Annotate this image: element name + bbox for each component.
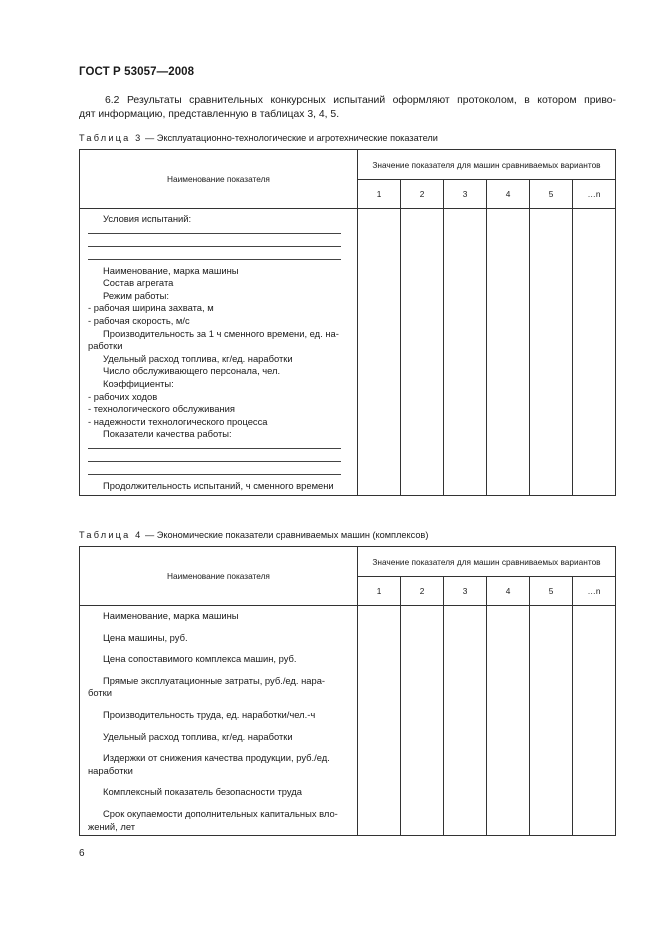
list-item: Коэффициенты: bbox=[103, 377, 174, 389]
table3-variant-1: 1 bbox=[358, 180, 401, 209]
table4-value-cell bbox=[401, 606, 444, 836]
list-item: наработки bbox=[88, 764, 133, 776]
list-item: Наименование, марка машины bbox=[103, 264, 239, 276]
list-item: ботки bbox=[88, 687, 113, 699]
table4-value-cell bbox=[358, 606, 401, 836]
list-item: Состав агрегата bbox=[103, 277, 174, 289]
blank-line bbox=[88, 454, 341, 462]
table3 bbox=[79, 149, 616, 496]
blank-line bbox=[88, 226, 341, 234]
blank-line bbox=[88, 239, 341, 247]
table4-caption-title: — Экономические показатели сравниваемых машин (комплексов) bbox=[142, 530, 429, 540]
list-item: жений, лет bbox=[88, 820, 136, 832]
blank-line bbox=[88, 467, 341, 475]
list-item: - надежности технологического процесса bbox=[88, 415, 268, 427]
list-item: Производительность за 1 ч сменного времени, ед. на- bbox=[103, 327, 339, 339]
table3-variant-n: …n bbox=[573, 180, 616, 209]
list-item: Наименование, марка машины bbox=[103, 610, 239, 621]
table4-variant-1: 1 bbox=[358, 577, 401, 606]
intro-paragraph bbox=[79, 94, 616, 122]
table4-variant-n: …n bbox=[573, 577, 616, 606]
table3-values-header: Значение показателя для машин сравниваемых вариантов bbox=[358, 150, 616, 180]
table4-value-cell bbox=[573, 606, 616, 836]
list-item: Удельный расход топлива, кг/ед. наработки bbox=[103, 352, 293, 364]
table3-indicator-list bbox=[80, 209, 358, 496]
document-header: ГОСТ Р 53057—2008 bbox=[79, 66, 195, 78]
list-item: Цена сопоставимого комплекса машин, руб. bbox=[103, 653, 297, 665]
table4-value-cell bbox=[487, 606, 530, 836]
table3-value-cell bbox=[530, 209, 573, 496]
table4-caption-label: Таблица 4 bbox=[79, 530, 143, 540]
list-item: Удельный расход топлива, кг/ед. наработки bbox=[103, 730, 293, 742]
list-item: Издержки от снижения качества продукции, руб./ед. bbox=[103, 752, 330, 764]
table3-value-cell bbox=[487, 209, 530, 496]
table4-variant-5: 5 bbox=[530, 577, 573, 606]
list-item: - технологического обслуживания bbox=[88, 403, 235, 415]
table3-value-cell bbox=[358, 209, 401, 496]
list-item: Режим работы: bbox=[103, 289, 169, 301]
list-item: Производительность труда, ед. наработки/чел.-ч bbox=[103, 708, 316, 720]
table3-variant-4: 4 bbox=[487, 180, 530, 209]
blank-line bbox=[88, 252, 341, 260]
page-number: 6 bbox=[79, 848, 85, 859]
list-item: - рабочих ходов bbox=[88, 390, 158, 402]
list-item: - рабочая скорость, м/с bbox=[88, 314, 190, 326]
table4-value-cell bbox=[444, 606, 487, 836]
table3-value-cell bbox=[401, 209, 444, 496]
list-item: Комплексный показатель безопасности труда bbox=[103, 786, 302, 798]
list-item: Цена машины, руб. bbox=[103, 631, 188, 643]
table3-caption-label: Таблица 3 bbox=[79, 133, 143, 143]
table3-value-cell bbox=[573, 209, 616, 496]
table3-caption bbox=[79, 133, 438, 143]
table3-variant-2: 2 bbox=[401, 180, 444, 209]
list-item: - рабочая ширина захвата, м bbox=[88, 302, 214, 314]
table3-name-header: Наименование показателя bbox=[80, 150, 358, 209]
list-item: Срок окупаемости дополнительных капитальных вло- bbox=[103, 807, 338, 819]
list-item: работки bbox=[88, 340, 123, 352]
list-item: Продолжительность испытаний, ч сменного времени bbox=[103, 479, 334, 491]
table3-value-cell bbox=[444, 209, 487, 496]
table4-variant-2: 2 bbox=[401, 577, 444, 606]
intro-line-2: дят информацию, представленную в таблицах 3, 4, 5. bbox=[79, 109, 340, 120]
intro-line-1: 6.2 Результаты сравнительных конкурсных испытаний оформляют протоколом, в котором приво- bbox=[105, 95, 616, 106]
list-item: Показатели качества работы: bbox=[103, 428, 232, 440]
table4-indicator-list bbox=[80, 606, 358, 836]
table4-variant-3: 3 bbox=[444, 577, 487, 606]
table4-name-header: Наименование показателя bbox=[80, 547, 358, 606]
table4 bbox=[79, 546, 616, 836]
list-item: Прямые эксплуатационные затраты, руб./ед. нара- bbox=[103, 674, 326, 686]
list-item: Число обслуживающего персонала, чел. bbox=[103, 365, 281, 377]
table4-values-header: Значение показателя для машин сравниваемых вариантов bbox=[358, 547, 616, 577]
table3-variant-5: 5 bbox=[530, 180, 573, 209]
table3-caption-title: — Эксплуатационно-технологические и агротехнические показатели bbox=[142, 133, 438, 143]
table4-caption bbox=[79, 530, 428, 540]
table3-variant-3: 3 bbox=[444, 180, 487, 209]
table4-value-cell bbox=[530, 606, 573, 836]
blank-line bbox=[88, 441, 341, 449]
table4-variant-4: 4 bbox=[487, 577, 530, 606]
list-item: Условия испытаний: bbox=[103, 213, 192, 224]
